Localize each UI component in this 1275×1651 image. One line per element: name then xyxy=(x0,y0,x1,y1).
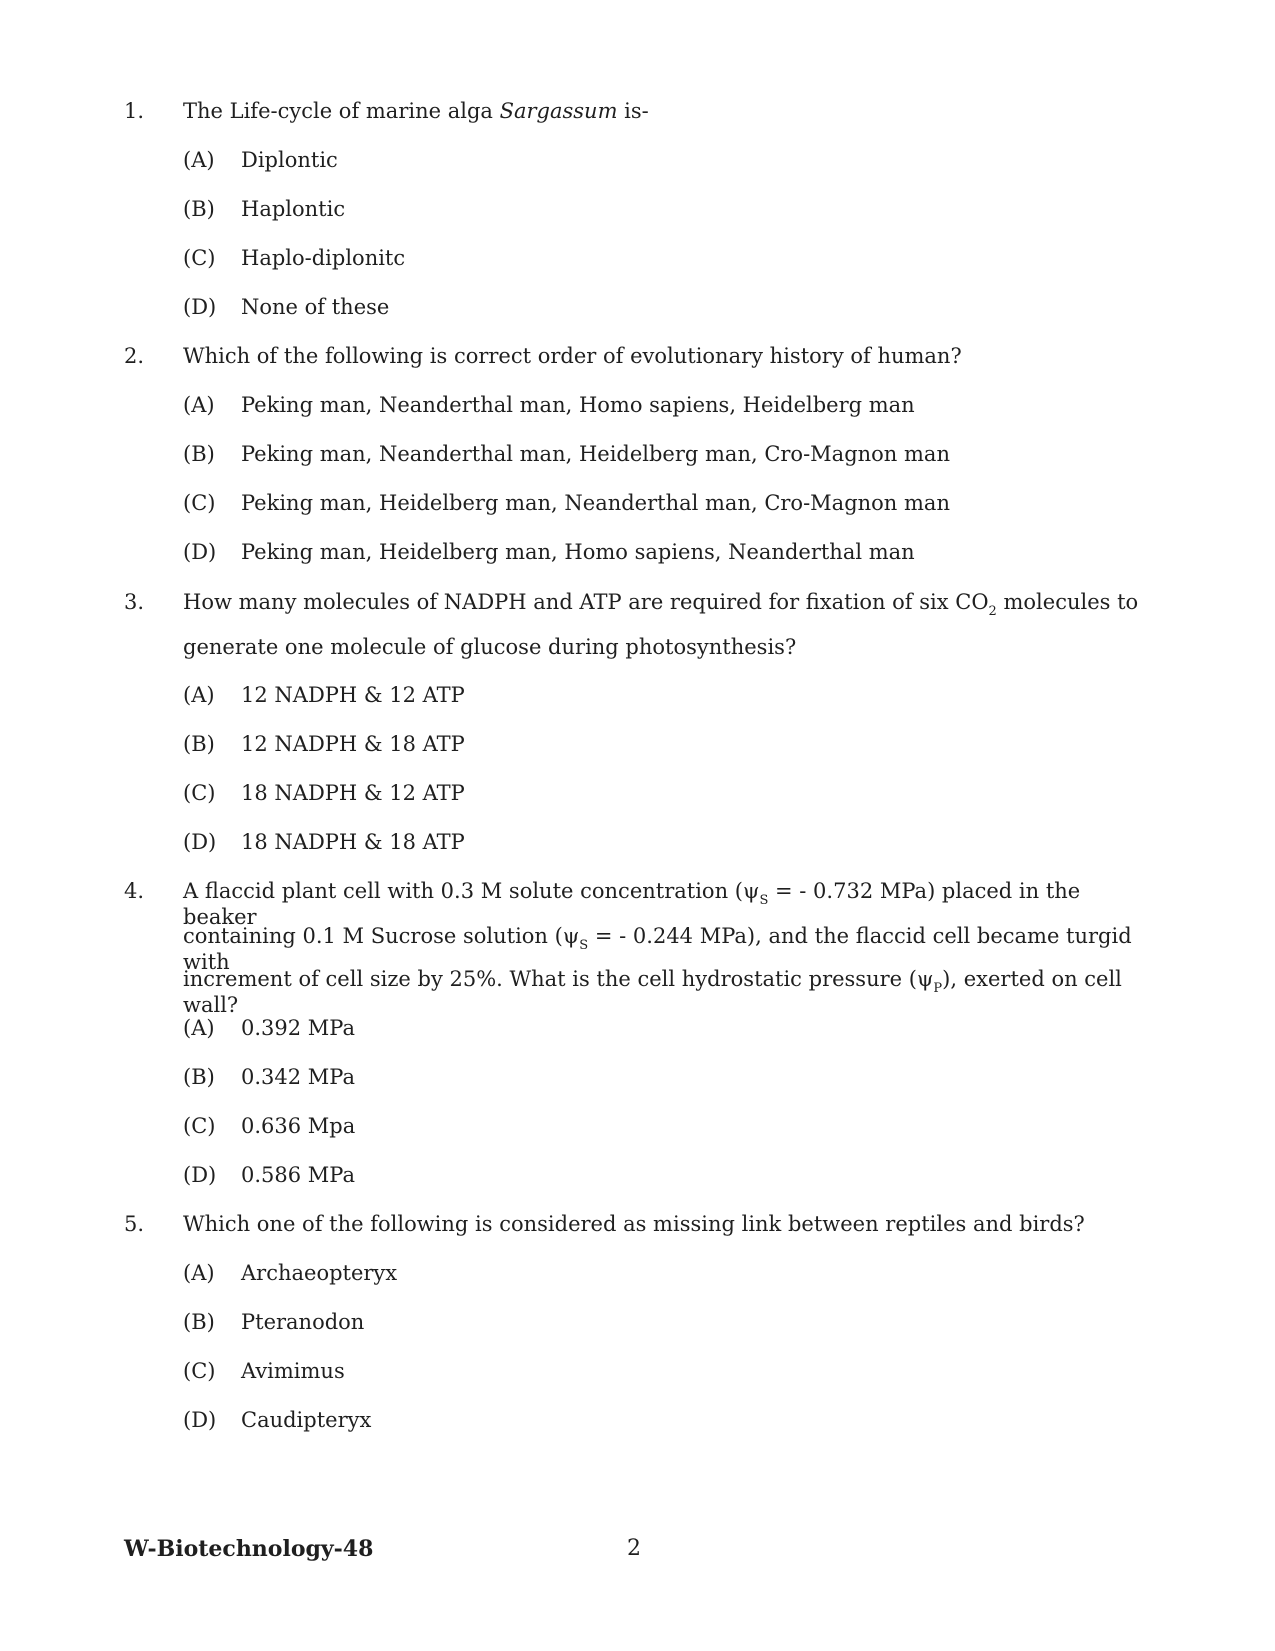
footer-page-number: 2 xyxy=(627,1536,641,1561)
question-text: Which one of the following is considered as missing link between reptiles and birds? xyxy=(183,1212,1085,1236)
question-number: 3. xyxy=(124,590,145,614)
question-text: Which of the following is correct order of evolutionary history of human? xyxy=(183,344,962,368)
question-number: 1. xyxy=(124,99,145,123)
question-text: How many molecules of NADPH and ATP are required for fixation of six $CO_2$ molecules to generate one molecule of glucose during photosynthesis? xyxy=(183,590,1139,659)
question-text: A flaccid plant cell with 0.3 M solute concentration ($\psi_S$ = - 0.732 MPa) placed in the beaker containing 0.1 M Sucrose solution ($\psi_S$ = - 0.244 MPa), and the flaccid cell became turgid with increment of cell size by 25%. What is the cell hydrostatic pressure $(\psi_P)$, exerted on cell wall? xyxy=(183,879,1132,1017)
exam-page: 1. The Life-cycle of marine alga Sargassum is- (A) Diplontic (B) Haplontic (C) Haplo-diplonitc (D) None of these 2. Which of the following is correct order of evolutionary history of human? (A) Peking man, Neanderthal man, Homo sapiens, Heidelberg man (B) Peking man, Neanderthal man, Heidelberg man, Cro-Magnon man (C) Peking man, Heidelberg man, Neanderthal man, Cro-Magnon man (D) Peking man, Heidelberg man, Homo sapiens, Neanderthal man 3. How many molecules of NADPH and ATP are required for fixation of six $CO_2$ molecules to generate one molecule of glucose during photosynthesis? (A) 12 NADPH & 12 ATP (B) 12 NADPH & 18 ATP (C) 18 NADPH & 12 ATP (D) 18 NADPH & 18 ATP 4. A flaccid plant cell with 0.3 M solute concentration ($\psi_S$ = - 0.732 MPa) placed in the beaker containing 0.1 M Sucrose solution ($\psi_S$ = - 0.244 MPa), and the flaccid cell became turgid with increment of cell size by 25%. What is the cell hydrostatic pressure $(\psi_P)$, exerted on cell wall? (A) 0.392 MPa (B) 0.342 MPa (C) 0.636 Mpa (D) 0.586 MPa 5. Which one of the following is considered as missing link between reptiles and birds? (A) Archaeopteryx (B) Pteranodon (C) Avimimus (D) Caudipteryx W-Biotechnology-48 2 xyxy=(0,0,1275,1651)
question-number: 4. xyxy=(124,879,145,903)
question-number: 5. xyxy=(124,1212,145,1236)
question-number: 2. xyxy=(124,344,145,368)
footer-exam-code: W-Biotechnology-48 xyxy=(124,1536,374,1562)
question-text: The Life-cycle of marine alga Sargassum is- xyxy=(183,99,649,123)
